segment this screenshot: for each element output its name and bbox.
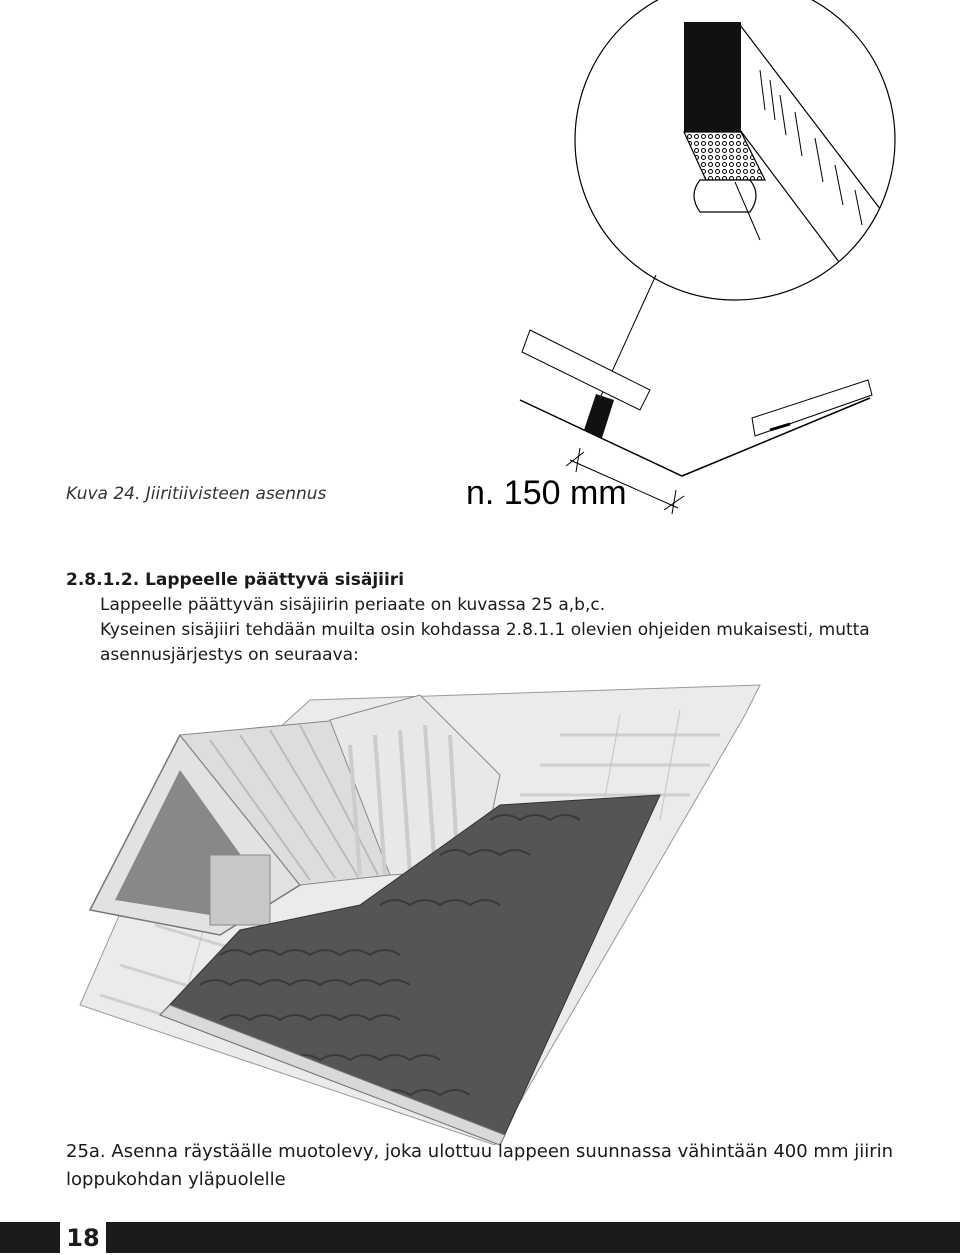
body-line: asennusjärjestys on seuraava: — [100, 645, 359, 665]
body-line: Lappeelle päättyvän sisäjiirin periaate on kuvassa 25 a,b,c. — [100, 595, 606, 615]
caption-line: loppukohdan yläpuolelle — [66, 1169, 286, 1190]
roof-photo — [60, 675, 780, 1145]
figure-caption: Kuva 24. Jiiritiivisteen asennus — [66, 484, 327, 504]
seal-block — [584, 394, 614, 438]
seal-detail-drawing — [0, 0, 960, 540]
photo-caption — [66, 1138, 926, 1194]
section-text — [66, 568, 936, 668]
page-number: 18 — [60, 1221, 106, 1253]
dimension-label: n. 150 mm — [466, 474, 627, 512]
caption-line: 25a. Asenna räystäälle muotolevy, joka ulottuu lappeen suunnassa vähintään 400 mm jiirin — [66, 1141, 894, 1162]
magnifier-circle — [575, 0, 900, 330]
footer-bar — [0, 1222, 960, 1253]
section-heading: 2.8.1.2. Lappeelle päättyvä sisäjiiri — [66, 570, 405, 590]
right-batten — [752, 380, 872, 436]
left-batten — [522, 330, 650, 410]
body-line: Kyseinen sisäjiiri tehdään muilta osin kohdassa 2.8.1.1 olevien ohjeiden mukaisesti, mutta — [100, 620, 870, 640]
